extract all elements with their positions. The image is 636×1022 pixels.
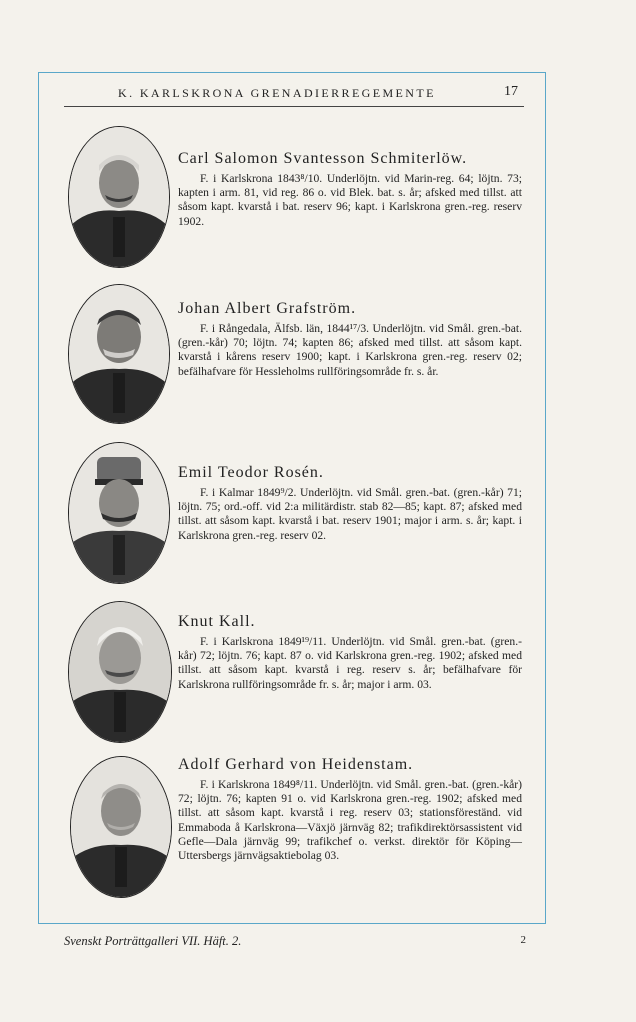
publication-title: Svenskt Porträttgalleri VII. Häft. 2. bbox=[64, 934, 242, 948]
page-number: 17 bbox=[504, 84, 518, 99]
portrait-photo bbox=[70, 756, 172, 898]
running-head bbox=[64, 84, 524, 107]
person-name: Emil Teodor Rosén. bbox=[178, 464, 324, 481]
person-name: Adolf Gerhard von Heidenstam. bbox=[178, 756, 414, 773]
portrait-photo bbox=[68, 442, 170, 584]
portrait-photo bbox=[68, 126, 170, 268]
person-name: Knut Kall. bbox=[178, 613, 256, 630]
portrait-photo bbox=[68, 284, 170, 424]
person-name: Johan Albert Grafström. bbox=[178, 300, 357, 317]
running-title: K. KARLSKRONA GRENADIERREGEMENTE bbox=[118, 86, 436, 100]
signature-mark: 2 bbox=[520, 934, 526, 946]
page-footer bbox=[64, 934, 526, 949]
biography-text: F. i Kalmar 1849⁹/2. Underlöjtn. vid Smål. gren.-bat. (gren.-kår) 71; löjtn. 75; ord.-off. vid 2:a militärdistr. stab 82—85; kapt. 87; afsked med tillst. att såsom kapt. kvarstå i bat. reserv 1901; major i arm. s. år; kapt. i Karlskrona gren.-reg. reserv 02. bbox=[178, 486, 522, 542]
person-name: Carl Salomon Svantesson Schmiterlöw. bbox=[178, 150, 468, 167]
portrait-photo bbox=[68, 601, 172, 743]
biography-text: F. i Karlskrona 1843⁸/10. Underlöjtn. vid Marin-reg. 64; löjtn. 73; kapten i arm. 81, vid reg. 86 o. vid Blek. bat. s. år; afsked med tillst. att såsom kapt. kvarstå i bat. reserv 96; kapt. i Karlskrona gren.-reg. reserv 1902. bbox=[178, 172, 522, 228]
biography-text: F. i Rångedala, Älfsb. län, 1844¹⁷/3. Underlöjtn. vid Smål. gren.-bat. (gren.-kår) 70; löjtn. 74; kapten 86; afsked med tillst. att såsom kapt. kvarstå i kårens reserv 1900; kapt. i Karlskrona gren.-reg. reserv 02; befälhafvare för Hessleholms rullföringsområde fr. s. år. bbox=[178, 322, 522, 378]
biography-text: F. i Karlskrona 1849¹⁹/11. Underlöjtn. vid Smål. gren.-bat. (gren.-kår) 72; löjtn. 76; kapt. 87 o. vid Karlskrona gren.-reg. 1902; afsked med tillst. att såsom kapt. kvarstå i reg. reserv s. år; befälhafvare för Karlskrona rullföringsområde fr. s. år; major i arm. 03. bbox=[178, 635, 522, 691]
biography-text: F. i Karlskrona 1849⁸/11. Underlöjtn. vid Smål. gren.-bat. (gren.-kår) 72; löjtn. 76; kapten 91 o. vid Karlskrona gren.-reg. 1902; afsked med tillst. att såsom kapt. kvarstå i reg. reserv 03; stationsföreständ. vid Emmaboda å Karlskrona—Växjö järnväg 82; trafikdirektörsassistent vid Gefle—Dala järnväg 99; trafikchef o. verkst. direktör för Köping—Uttersbergs järnvägsaktiebolag 03. bbox=[178, 778, 522, 863]
